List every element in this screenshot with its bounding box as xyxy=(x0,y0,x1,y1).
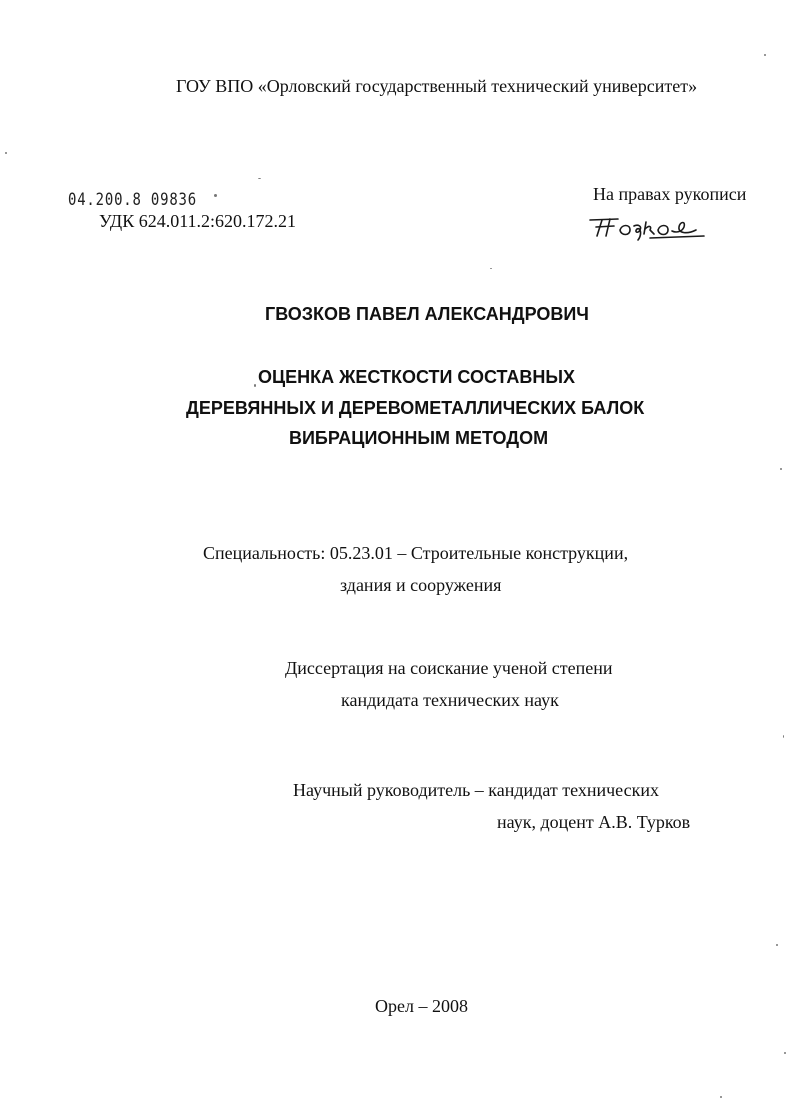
author-name: ГВОЗКОВ ПАВЕЛ АЛЕКСАНДРОВИЧ xyxy=(265,304,589,324)
title-line-2: ДЕРЕВЯННЫХ И ДЕРЕВОМЕТАЛЛИЧЕСКИХ БАЛОК xyxy=(186,398,645,418)
scan-speck xyxy=(780,468,782,470)
specialty-line-2: здания и сооружения xyxy=(340,575,502,595)
inventory-number: 04.200.8 09836 xyxy=(68,190,197,210)
specialty-line-1: Специальность: 05.23.01 – Строительные конструкции, xyxy=(203,543,629,563)
scan-speck xyxy=(776,944,778,946)
scan-speck xyxy=(764,54,766,56)
city-year: Орел – 2008 xyxy=(375,996,468,1016)
organization-header: ГОУ ВПО «Орловский государственный технический университет» xyxy=(176,76,698,96)
scan-speck xyxy=(5,152,7,154)
handwritten-signature xyxy=(588,210,712,247)
scan-speck xyxy=(784,1052,786,1054)
signature-drawing xyxy=(588,210,712,242)
supervisor-line-1: Научный руководитель – кандидат технических xyxy=(293,780,659,800)
scan-speck xyxy=(720,1096,722,1098)
dissertation-line-1: Диссертация на соискание ученой степени xyxy=(285,658,613,678)
dissertation-line-2: кандидата технических наук xyxy=(341,690,559,710)
supervisor-line-2: наук, доцент А.В. Турков xyxy=(497,812,691,832)
title-line-3: ВИБРАЦИОННЫМ МЕТОДОМ xyxy=(289,428,549,448)
rights-notice: На правах рукописи xyxy=(593,184,747,204)
udk-code: УДК 624.011.2:620.172.21 xyxy=(99,211,297,231)
title-line-1: ОЦЕНКА ЖЕСТКОСТИ СОСТАВНЫХ xyxy=(258,367,576,387)
scan-speck xyxy=(258,178,261,179)
scan-speck xyxy=(254,384,256,387)
scan-speck xyxy=(214,194,217,197)
scan-speck xyxy=(490,268,492,269)
scan-speck xyxy=(783,735,784,738)
